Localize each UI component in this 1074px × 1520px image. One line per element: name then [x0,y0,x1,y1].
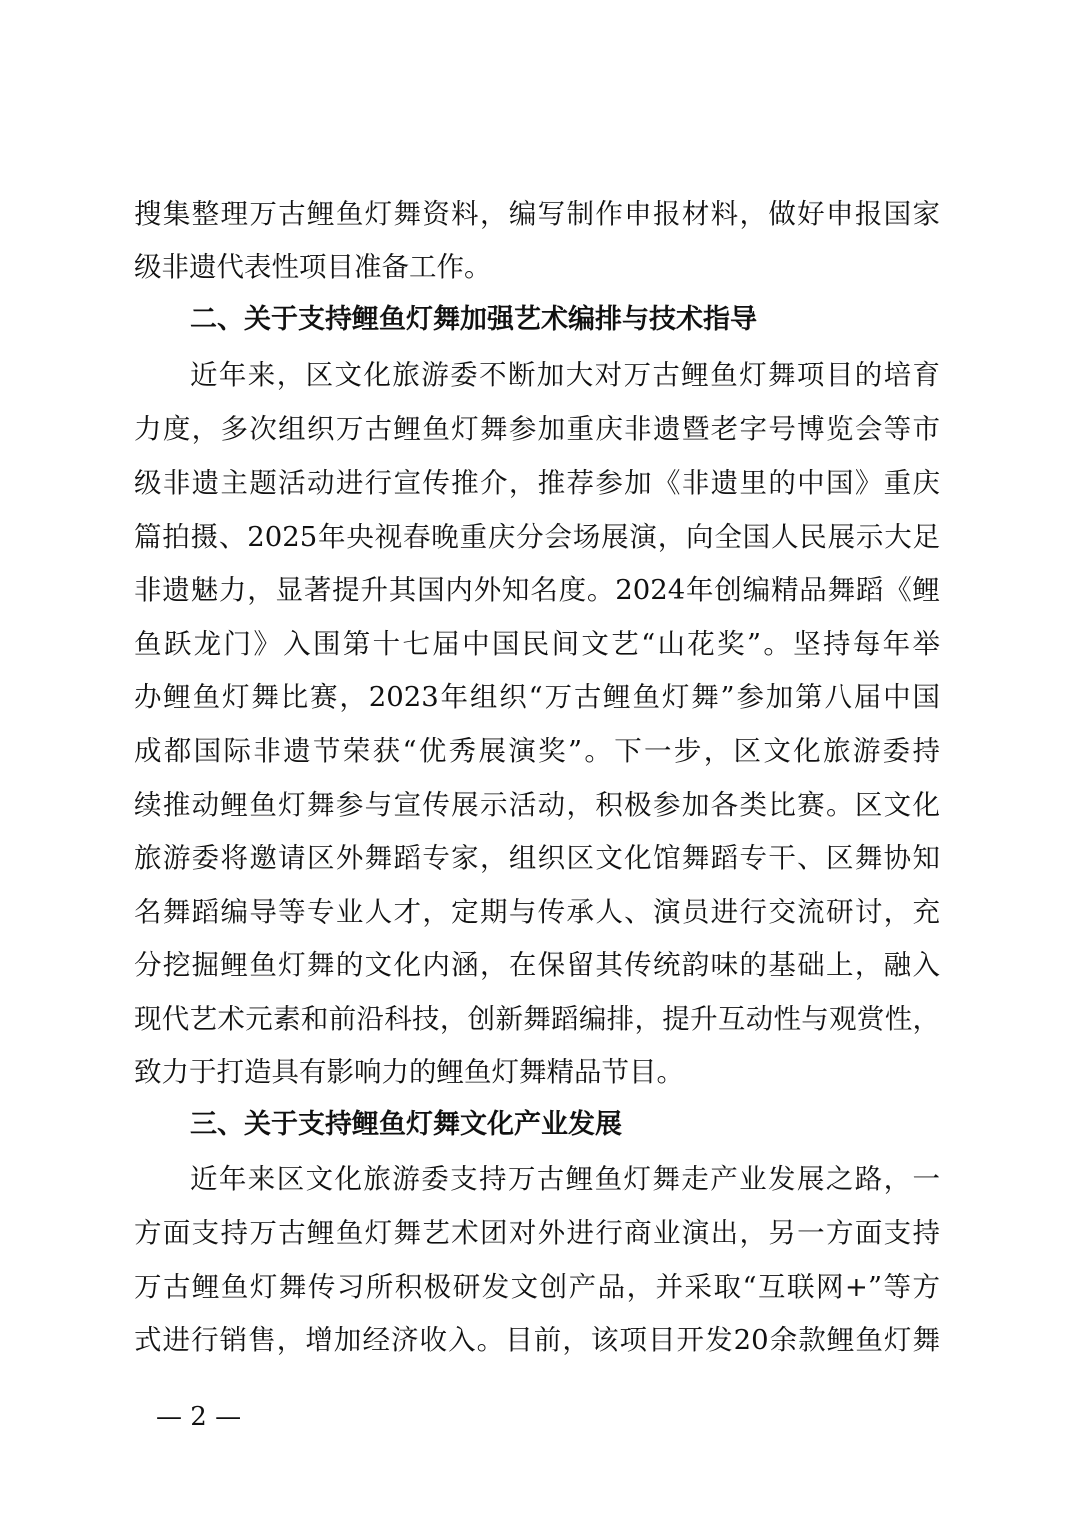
body-line: 力度，多次组织万古鲤鱼灯舞参加重庆非遗暨老字号博览会等市 [134,413,940,445]
body-line: 搜集整理万古鲤鱼灯舞资料，编写制作申报材料，做好申报国家 [134,198,940,230]
body-line: 旅游委将邀请区外舞蹈专家，组织区文化馆舞蹈专干、区舞协知 [134,842,940,874]
body-line: 方面支持万古鲤鱼灯舞艺术团对外进行商业演出，另一方面支持 [134,1217,940,1249]
body-line: 篇拍摄、2025年央视春晚重庆分会场展演，向全国人民展示大足 [134,521,940,553]
body-line: 办鲤鱼灯舞比赛，2023年组织“万古鲤鱼灯舞”参加第八届中国 [134,681,940,713]
body-line: 名舞蹈编导等专业人才，定期与传承人、演员进行交流研讨，充 [134,896,940,928]
section-heading-2: 二、关于支持鲤鱼灯舞加强艺术编排与技术指导 [190,304,757,335]
body-line: 级非遗主题活动进行宣传推介，推荐参加《非遗里的中国》重庆 [134,467,940,499]
body-line: 分挖掘鲤鱼灯舞的文化内涵，在保留其传统韵味的基础上，融入 [134,949,940,981]
body-line: 续推动鲤鱼灯舞参与宣传展示活动，积极参加各类比赛。区文化 [134,789,940,821]
body-line: 鱼跃龙门》入围第十七届中国民间文艺“山花奖”。坚持每年举 [134,628,940,660]
page-number: — 2 — [156,1402,242,1432]
body-line: 万古鲤鱼灯舞传习所积极研发文创产品，并采取“互联网+”等方 [134,1271,940,1303]
body-line: 近年来，区文化旅游委不断加大对万古鲤鱼灯舞项目的培育 [190,359,940,391]
body-line: 非遗魅力，显著提升其国内外知名度。2024年创编精品舞蹈《鲤 [134,574,940,606]
body-line: 成都国际非遗节荣获“优秀展演奖”。下一步，区文化旅游委持 [134,735,940,767]
section-heading-3: 三、关于支持鲤鱼灯舞文化产业发展 [190,1109,622,1140]
body-line: 致力于打造具有影响力的鲤鱼灯舞精品节目。 [134,1056,684,1088]
body-line: 式进行销售，增加经济收入。目前，该项目开发20余款鲤鱼灯舞 [134,1324,940,1356]
body-line: 现代艺术元素和前沿科技，创新舞蹈编排，提升互动性与观赏性， [134,1003,940,1035]
body-line: 级非遗代表性项目准备工作。 [134,251,492,283]
body-line: 近年来区文化旅游委支持万古鲤鱼灯舞走产业发展之路，一 [190,1163,940,1195]
